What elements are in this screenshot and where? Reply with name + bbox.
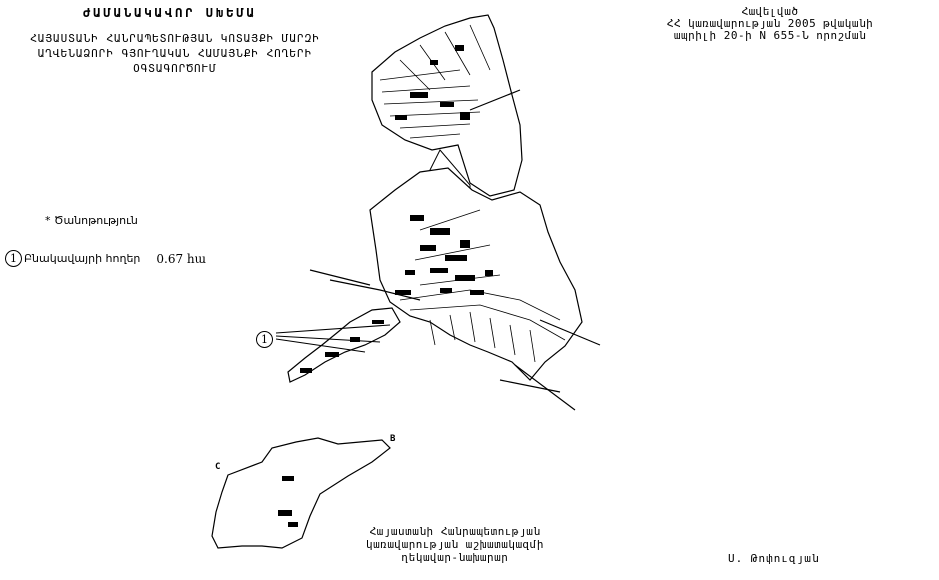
signatory-line: ղեկավար-նախարար: [401, 551, 509, 564]
subtitle-line: ՀԱՅԱՍՏԱՆԻ ՀԱՆՐԱՊԵՏՈՒԹՅԱՆ ԿՈՏԱՅՔԻ ՄԱՐԶԻ: [30, 32, 320, 45]
subtitle-line: ԱՂՎԵՆԱՁՈՐԻ ԳՅՈՒՂԱԿԱՆ ՀԱՄԱՅՆՔԻ ՀՈՂԵՐԻ: [37, 47, 313, 60]
approval-line: Հավելված: [741, 5, 799, 18]
legend-item-area: 0.67 հա: [156, 251, 206, 266]
signatory-line: կառավարության աշխատակազմի: [365, 538, 545, 551]
approval-line: ՀՀ կառավարության 2005 թվականի: [666, 17, 874, 30]
central-parcel: [370, 168, 582, 380]
point-label-b: B: [390, 434, 396, 444]
signer-name: Ս. Թոփուզյան: [728, 552, 820, 565]
signatory-line: Հայաստանի Հանրապետության: [369, 525, 541, 538]
map-marker-1: [256, 328, 273, 348]
legend-item-label: Բնակավայրի հողեր: [24, 252, 141, 265]
approval-line: ապրիլի 20-ի N 655-Ն որոշման: [673, 29, 867, 42]
signatory-title: [340, 525, 570, 564]
point-label-c: C: [215, 462, 221, 472]
legend-title: * Ծանոթություն: [45, 214, 138, 227]
subtitle-line: ՕԳՏԱԳՈՐԾՈՒՄ: [133, 62, 217, 75]
legend-item-number: 1: [5, 250, 22, 267]
map-title: ԺԱՄԱՆԱԿԱՎՈՐ ՍԽԵՄԱ: [83, 6, 257, 20]
map-marker-number: 1: [256, 331, 273, 348]
